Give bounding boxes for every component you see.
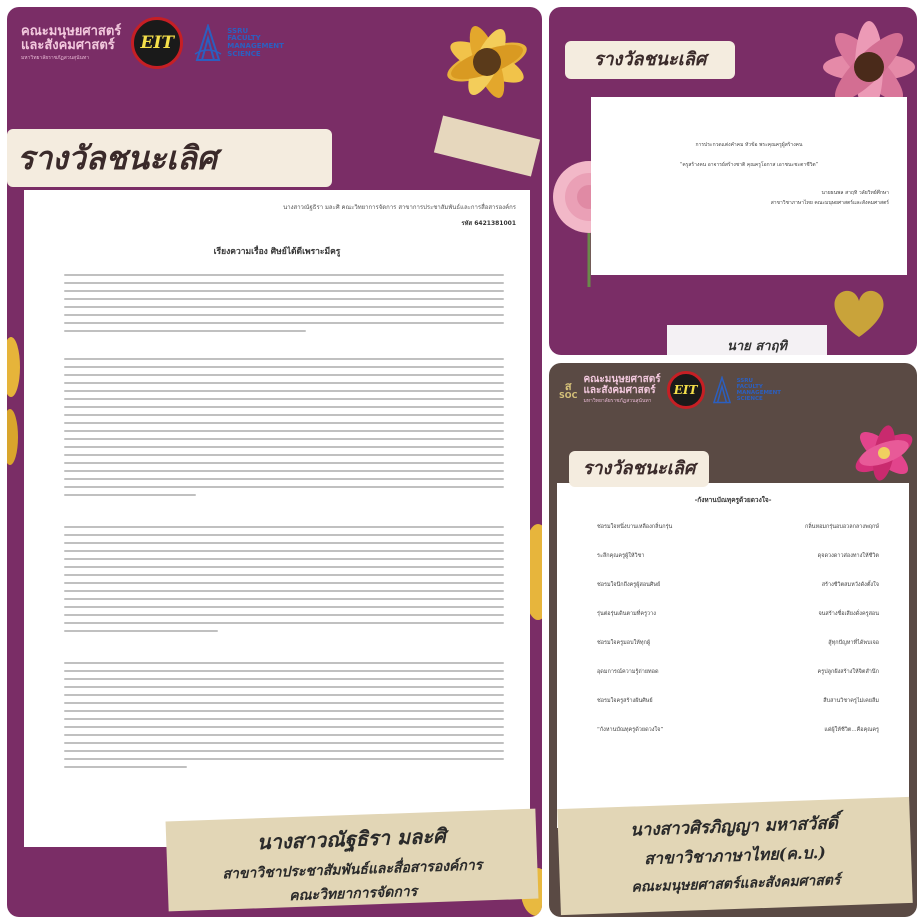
essay-title: เรียงความเรื่อง ศิษย์ได้ดีเพราะมีครู xyxy=(213,247,341,257)
poem-award-panel xyxy=(549,363,917,917)
essay-paragraph-4 xyxy=(64,662,504,774)
poem-line-right: สร้างชีวิตสมหวังดังตั้งใจ xyxy=(821,582,879,588)
cut-name: นาย สาฤทิ xyxy=(727,339,788,354)
signature-note xyxy=(166,809,539,912)
signature-faculty: คณะวิทยาการจัดการ xyxy=(288,883,418,905)
poem-row xyxy=(597,726,879,755)
poem-row xyxy=(597,523,879,552)
faculty-logo: คณะมนุษยศาสตร์ และสังคมศาสตร์ มหาวิทยาลัยราชภัฏสวนสุนันทา xyxy=(583,374,661,405)
signature-note xyxy=(557,797,912,915)
gold-heart-icon xyxy=(829,289,889,339)
poem-line-left: รุ่นต่อรุ่นเดินตามที่ครูวาง xyxy=(597,611,656,617)
signature-name: นางสาวศิรภิญญา มหาสวัสดิ์ xyxy=(629,813,839,841)
quote-text: “ครูสร้างคน อาจารย์สร้างชาติ คุณครูโอกาส เอาชนะชะตาชีวิต” xyxy=(679,162,819,168)
eit-logo: EIT xyxy=(667,371,705,409)
essay-paragraph-3 xyxy=(64,526,504,638)
signature-dept: สาขาวิชาประชาสัมพันธ์และสื่อสารองค์การ xyxy=(222,857,483,883)
ssru-logo: SSRU FACULTY MANAGEMENT SCIENCE xyxy=(193,24,284,62)
poem-line-right: กลิ่นหอมกรุ่นอบอวลกลางพฤกษ์ xyxy=(804,524,879,530)
poem-line-right: สู้ทุกปัญหาที่ได้พบเจอ xyxy=(828,640,879,646)
poem-line-left: ช่อรมใจหนึ่งบานเหลืองกลิ่นกรุ่น xyxy=(597,524,673,530)
yellow-flower-icon xyxy=(392,7,542,137)
poem-line-right: สืบสานวิชาครูไม่เคยลืม xyxy=(823,698,879,704)
ssru-logo: SSRU FACULTY MANAGEMENT SCIENCE xyxy=(711,376,781,404)
poem-line-right: แด่ผู้ให้ชีวิต...คือคุณครู xyxy=(824,727,879,733)
poem-paper xyxy=(557,483,909,828)
poem-row xyxy=(597,581,879,610)
poem-title: -กังหานบัณทุครูด้วยดวงใจ- xyxy=(694,496,772,504)
signature-dept: สาขาวิชาภาษาไทย(ค.บ.) xyxy=(643,842,827,869)
faculty-logo: คณะมนุษยศาสตร์ และสังคมศาสตร์ มหาวิทยาลัยราชภัฏสวนสุนันทา xyxy=(21,24,122,61)
essay-paragraph-2 xyxy=(64,358,504,502)
award-banner: รางวัลชนะเลิศ xyxy=(569,451,709,487)
quote-author-dept: สาขาวิชาภาษาไทย คณะมนุษยศาสตร์และสังคมศาสตร์ xyxy=(770,200,889,206)
poem-row xyxy=(597,668,879,697)
poem-row xyxy=(597,610,879,639)
poem-line-left: ระลึกคุณครูผู้ให้วิชา xyxy=(597,553,645,559)
logo-row xyxy=(21,17,284,69)
quote-award-panel xyxy=(549,7,917,355)
contest-caption: การประกวดแต่งคำคม หัวข้อ พระคุณครูผู้สร้างคน xyxy=(695,142,803,148)
signature-name: นางสาวณัฐธิรา มละศิ xyxy=(256,823,447,855)
soc-mark: ส SOC xyxy=(559,379,578,400)
poem-body xyxy=(597,523,879,755)
poem-line-left: ช่อรมใจครูสร้างฝันศิษย์ xyxy=(597,698,653,704)
poem-row xyxy=(597,697,879,726)
essay-paragraph-1 xyxy=(64,274,504,338)
award-banner: รางวัลชนะเลิศ xyxy=(565,41,735,79)
quote-author: นายธนพล สาฤทิ วลัยวิทย์ศึกษา xyxy=(821,190,889,196)
poem-line-right: จนสร้างชื่อเสียงดั่งครูสอน xyxy=(818,611,879,617)
poem-row xyxy=(597,552,879,581)
poem-line-left: ช่อรมใจครูมอบให้ทุกผู้ xyxy=(597,640,651,646)
essay-paper xyxy=(24,190,530,847)
yellow-flower-edge-icon xyxy=(7,327,21,477)
poem-line-left: “กังหานบัณทุครูด้วยดวงใจ” xyxy=(597,727,664,733)
award-banner: รางวัลชนะเลิศ xyxy=(7,129,332,187)
eit-logo: EIT xyxy=(131,17,183,69)
cut-paper xyxy=(667,325,827,355)
poem-line-right: ดุจดวงดาวส่องทางให้ชีวิต xyxy=(817,553,879,559)
student-id: รหัส 6421381001 xyxy=(461,220,516,227)
poem-row xyxy=(597,639,879,668)
quote-paper xyxy=(591,97,907,275)
ssru-emblem-icon xyxy=(193,24,223,62)
poem-line-left: ช่อรมใจนึกถึงครูผู้สอนศิษย์ xyxy=(597,582,661,588)
essay-award-panel xyxy=(7,7,542,917)
poem-line-right: ครูปลูกฝังสร้างให้จิตสำนึก xyxy=(817,669,879,675)
logo-row xyxy=(559,371,781,409)
author-line: นางสาวณัฐธิรา มละศิ คณะวิทยาการจัดการ สาขาการประชาสัมพันธ์และการสื่อสารองค์กร xyxy=(283,204,516,211)
signature-faculty: คณะมนุษยศาสตร์และสังคมศาสตร์ xyxy=(631,872,841,896)
ssru-emblem-icon xyxy=(711,376,733,404)
poem-line-left: อุดมการณ์ความรู้ถ่ายทอด xyxy=(597,669,659,675)
